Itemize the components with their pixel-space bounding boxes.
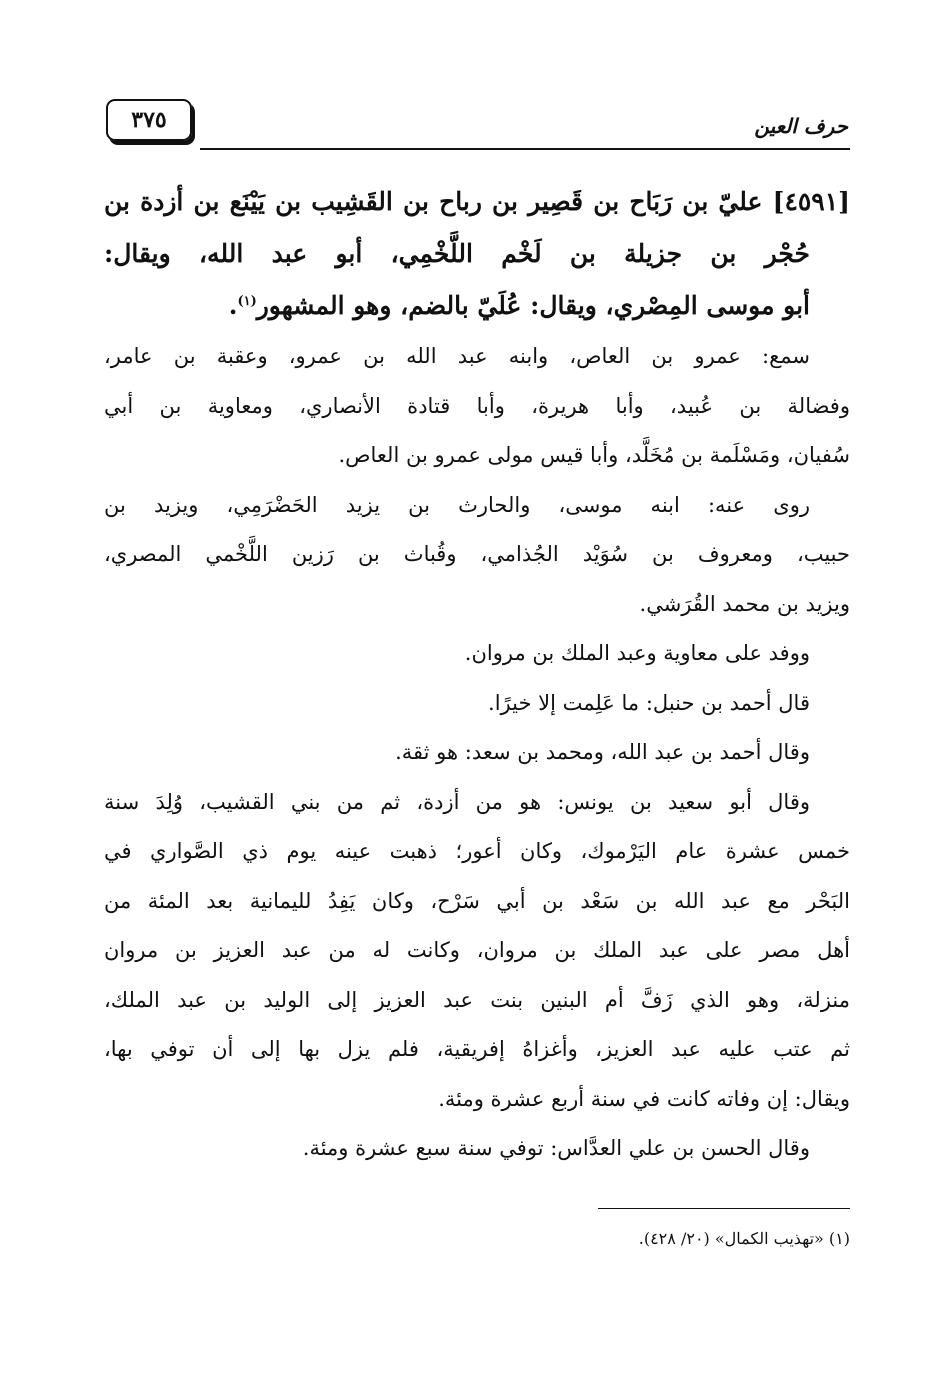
paragraph-line: ووفد على معاوية وعبد الملك بن مروان. [464, 641, 810, 665]
paragraph-line: وقال الحسن بن علي العدَّاس: توفي سنة سبع عشرة ومئة. [302, 1136, 810, 1160]
paragraph-line: قال أحمد بن حنبل: ما عَلِمت إلا خيرًا. [488, 690, 810, 715]
footnote-ref: (١) [237, 294, 257, 309]
footnote: (١) «تهذيب الكمال» (٢٠/ ٤٢٨). [638, 1229, 850, 1248]
paragraph-line: خمس عشرة عام اليَرْموك، وكان أعور؛ ذهبت عينه يوم ذي الصَّواري في [104, 839, 850, 863]
footnote-rule [598, 1208, 850, 1209]
paragraph [104, 728, 850, 778]
heading-line-1 [104, 176, 850, 228]
paragraph-line: وقال أبو سعيد بن يونس: هو من أزدة، ثم من بني القشيب، وُلِدَ سنة [104, 789, 810, 814]
header-rule [200, 148, 850, 150]
paragraph-line: سُفيان، ومَسْلَمة بن مُخَلَّد، وأبا قيس مولى عمرو بن العاص. [338, 443, 850, 467]
paragraph [104, 332, 850, 481]
paragraph-line: ويزيد بن محمد القُرَشي. [639, 591, 850, 616]
paragraph-line: البَحْر مع عبد الله بن سَعْد بن أبي سَرْح، وكان يَفِدُ لليمانية بعد المئة من [104, 888, 850, 913]
heading-line-2: حُجْر بن جزيلة بن لَخْم اللَّخْمِي، أبو عبد الله، ويقال: [104, 239, 810, 268]
running-title: حرف العين [754, 114, 848, 138]
paragraph [104, 778, 850, 1125]
heading-line-3 [104, 280, 850, 332]
paragraph [104, 679, 850, 729]
entry-heading [104, 176, 850, 332]
paragraph [104, 629, 850, 679]
paragraphs [104, 332, 850, 1174]
paragraph-line: سمع: عمرو بن العاص، وابنه عبد الله بن عمرو، وعقبة بن عامر، [104, 344, 810, 368]
page-header [104, 96, 850, 156]
paragraph-line: حبيب، ومعروف بن سُوَيْد الجُذامي، وقُباث بن رَزين اللَّخْمي المصري، [104, 542, 850, 566]
paragraph-line: ثم عتب عليه عبد العزيز، وأغزاهُ إفريقية، فلم يزل بها إلى أن توفي بها، [104, 1037, 851, 1061]
page-body [104, 176, 850, 1174]
heading-line-3-text: أبو موسى المِصْري، ويقال: عُلَيّ بالضم، وهو المشهور [256, 291, 810, 320]
paragraph-line: وفضالة بن عُبيد، وأبا هريرة، وأبا قتادة الأنصاري، ومعاوية بن أبي [104, 393, 850, 418]
paragraph-line: روى عنه: ابنه موسى، والحارث بن يزيد الحَضْرَمِي، ويزيد بن [104, 492, 810, 517]
heading-line-1-text: عليّ بن رَبَاح بن قَصِير بن رباح بن القَشِيب بن يَيْنَع بن أزدة بن [104, 187, 763, 216]
paragraph [104, 1124, 850, 1174]
paragraph-line: ويقال: إن وفاته كانت في سنة أربع عشرة ومئة. [438, 1086, 850, 1111]
paragraph [104, 481, 850, 630]
heading-end: . [228, 291, 238, 320]
entry-number: [٤٥٩١] [772, 187, 850, 216]
paragraph-line: منزلة، وهو الذي زَفَّ أم البنين بنت عبد العزيز إلى الوليد بن عبد الملك، [104, 987, 850, 1012]
page-number: ٣٧٥ [106, 99, 192, 141]
paragraph-line: وقال أحمد بن عبد الله، ومحمد بن سعد: هو ثقة. [395, 740, 810, 764]
paragraph-line: أهل مصر على عبد الملك بن مروان، وكانت له من عبد العزيز بن مروان [104, 938, 850, 962]
